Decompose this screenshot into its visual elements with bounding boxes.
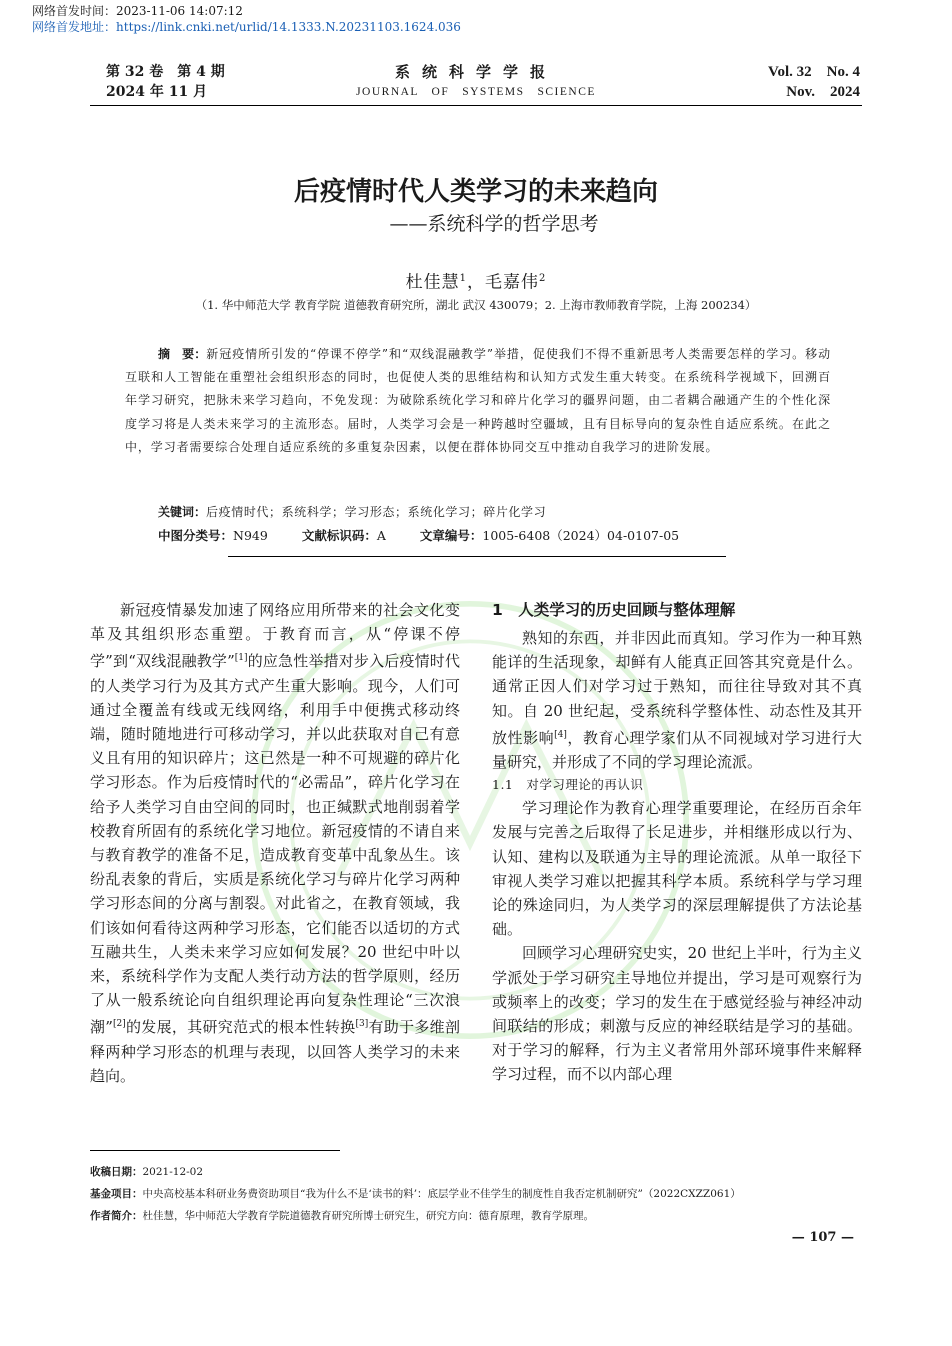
header-date: 2024 年 11 月	[106, 84, 208, 100]
clc-label: 中图分类号：	[158, 528, 234, 543]
abstract-divider	[228, 556, 726, 557]
keywords-label: 关键词：	[158, 505, 207, 519]
abstract-text: 新冠疫情所引发的“停课不停学”和“双线混融教学”举措，促使我们不得不重新思考人类需要怎样的学习。移动互联和人工智能在重塑社会组织形态的同时，也促使人类的思维结构和认知方式发生重大转变。在系统科学视域下，回溯百年学习研究，把脉未来学习趋向，不免发现：为破除系统化学习和碎片化学习的疆界问题，由二者耦合融通产生的个性化深度学习将是人类未来学习的主流形态。届时，人类学习会是一种跨越时空疆域，且有目标导向的复杂性自适应系统。在此之中，学习者需要综合处理自适应系统的多重复杂因素，以便在群体协同交互中推动自我学习的进阶发展。	[125, 347, 831, 454]
article-number-label: 文章编号：	[419, 528, 483, 543]
authors	[0, 267, 952, 295]
header-month-year: Nov. 2024	[786, 84, 860, 100]
header-vol-no: Vol. 32 No. 4	[768, 64, 860, 80]
header-volume-issue: 第 32 卷 第 4 期	[106, 64, 225, 80]
citation-1[interactable]: [1]	[234, 653, 248, 664]
intro-text-1: 新冠疫情暴发加速了网络应用所带来的社会文化变革及其组织形态重塑。于教育而言，从“停课不停学”到“双线混融教学”	[90, 601, 460, 671]
clc-number: N949	[233, 528, 268, 543]
author-1-mark: 1	[459, 273, 467, 284]
keywords-text: 后疫情时代；系统科学；学习形态；系统化学习；碎片化学习	[206, 505, 547, 519]
footnote-fund	[90, 1185, 870, 1203]
fund-text: 中央高校基本科研业务费资助项目“我为什么不是‘读书的料’：底层学业不佳学生的制度性自我否定机制研究”（2022CXZZ061）	[142, 1188, 741, 1200]
subsection-paragraph-2: 回顾学习心理研究史实，20 世纪上半叶，行为主义学派处于学习研究主导地位并提出，学习是可观察行为或频率上的改变；学习的发生在于感觉经验与神经冲动间联结的形成；刺激与反应的神经联结是学习的基础。对于学习的解释，行为主义者常用外部环境事件来解释学习过程，而不以内部心理	[492, 944, 862, 1084]
body-left-column	[90, 598, 460, 1088]
classification	[158, 527, 679, 545]
intro-text-3: 的发展，其研究范式的根本性转换	[125, 1018, 356, 1037]
author-2: 毛嘉伟	[485, 272, 539, 293]
journal-name-en: JOURNAL OF SYSTEMS SCIENCE	[356, 86, 596, 98]
author-bio-label: 作者简介：	[90, 1210, 143, 1222]
author-1: 杜佳慧	[405, 272, 460, 293]
body-right-column	[492, 598, 862, 1087]
header-vol-en	[768, 62, 860, 102]
citation-3[interactable]: [3]	[355, 1019, 369, 1030]
publication-url[interactable]: https://link.cnki.net/urlid/14.1333.N.20231103.1624.036	[116, 20, 461, 34]
doc-code-label: 文献标识码：	[301, 528, 377, 543]
journal-header	[90, 62, 862, 106]
header-rule	[90, 105, 862, 106]
page-number: — 107 —	[791, 1230, 854, 1245]
journal-name-cn: 系统科学学报	[394, 63, 557, 81]
author-bio-text: 杜佳慧，华中师范大学教育学院道德教育研究所博士研究生，研究方向：德育原理，教育学原理。	[142, 1210, 594, 1222]
section-1-text-1: 熟知的东西，并非因此而真知。学习作为一种耳熟能详的生活现象，却鲜有人能真正回答其究竟是什么。通常正因人们对学习过于熟知，而往往导致对其不真知。自 20 世纪起，受系统科学整体性、动态性及其开放性影响	[492, 629, 862, 747]
section-1-heading: 1 人类学习的历史回顾与整体理解	[492, 601, 736, 619]
publication-info	[32, 3, 461, 35]
abstract-label: 摘 要：	[158, 347, 207, 361]
footnote-received	[90, 1163, 870, 1181]
subsection-1-1-heading: 1.1 对学习理论的再认识	[492, 777, 644, 793]
publication-address-label: 网络首发地址：	[32, 20, 117, 34]
intro-text-2: 的应急性举措对步入后疫情时代的人类学习行为及其方式产生重大影响。现今，人们可通过全覆盖有线或无线网络，利用手中便携式移动终端，随时随地进行可移动学习，并以此获取对自己有意义且有用的知识碎片；这已然是一种不可规避的碎片化学习形态。作为后疫情时代的“必需品”，碎片化学习在给予人类学习自由空间的同时，也正缄默式地削弱着学校教育所固有的系统化学习地位。新冠疫情的不请自来与教育教学的准备不足，造成教育变革中乱象丛生。该纷乱表象的背后，实质是系统化学习与碎片化学习两种学习形态间的分离与割裂。对此省之，在教育领域，我们该如何看待这两种学习形态，它们能否以适切的方式互融共生，人类未来学习应如何发展？20 世纪中叶以来，系统科学作为支配人类行动方法的哲学原则，经历了从一般系统论向自组织理论再向复杂性理论“三次浪潮”	[90, 652, 460, 1037]
article-number: 1005-6408（2024）04-0107-05	[482, 528, 680, 543]
doc-code: A	[376, 528, 386, 543]
keywords	[158, 503, 546, 521]
footnote-rule	[90, 1150, 340, 1151]
received-date: 2021-12-02	[142, 1166, 204, 1178]
footnote-author	[90, 1207, 870, 1225]
intro-text-4: 有助于多维剖释两种学习形态的机理与表现，以回答人类学习的未来趋向。	[90, 1018, 460, 1085]
article-title: 后疫情时代人类学习的未来趋向	[293, 177, 658, 207]
affiliation: （1. 华中师范大学 教育学院 道德教育研究所，湖北 武汉 430079；2. 上海市教师教育学院，上海 200234）	[195, 298, 757, 312]
article-subtitle: ——系统科学的哲学思考	[389, 213, 599, 235]
intro-paragraph	[90, 598, 460, 1088]
subsection-paragraph-1: 学习理论作为教育心理学重要理论，在经历百余年发展与完善之后取得了长足进步，并相继形成以行为、认知、建构以及联通为主导的理论流派。从单一取径下审视人类学习难以把握其科学本质。系统科学与学习理论的殊途同归，为人类学习的深层理解提供了方法论基础。	[492, 799, 862, 939]
header-journal	[90, 62, 862, 102]
fund-label: 基金项目：	[90, 1188, 143, 1200]
publication-time: 网络首发时间：2023-11-06 14:07:12	[32, 4, 243, 18]
section-1-text-2: ，教育心理学家们从不同视域对学习进行大量研究，并形成了不同的学习理论流派。	[492, 728, 862, 772]
section-1-paragraph	[492, 626, 862, 774]
received-label: 收稿日期：	[90, 1166, 143, 1178]
abstract	[125, 343, 831, 459]
author-2-mark: 2	[539, 273, 547, 284]
citation-2[interactable]: [2]	[112, 1019, 126, 1030]
publication-address	[32, 19, 461, 35]
citation-4[interactable]: [4]	[554, 729, 567, 740]
author-separator: ，	[467, 272, 485, 293]
